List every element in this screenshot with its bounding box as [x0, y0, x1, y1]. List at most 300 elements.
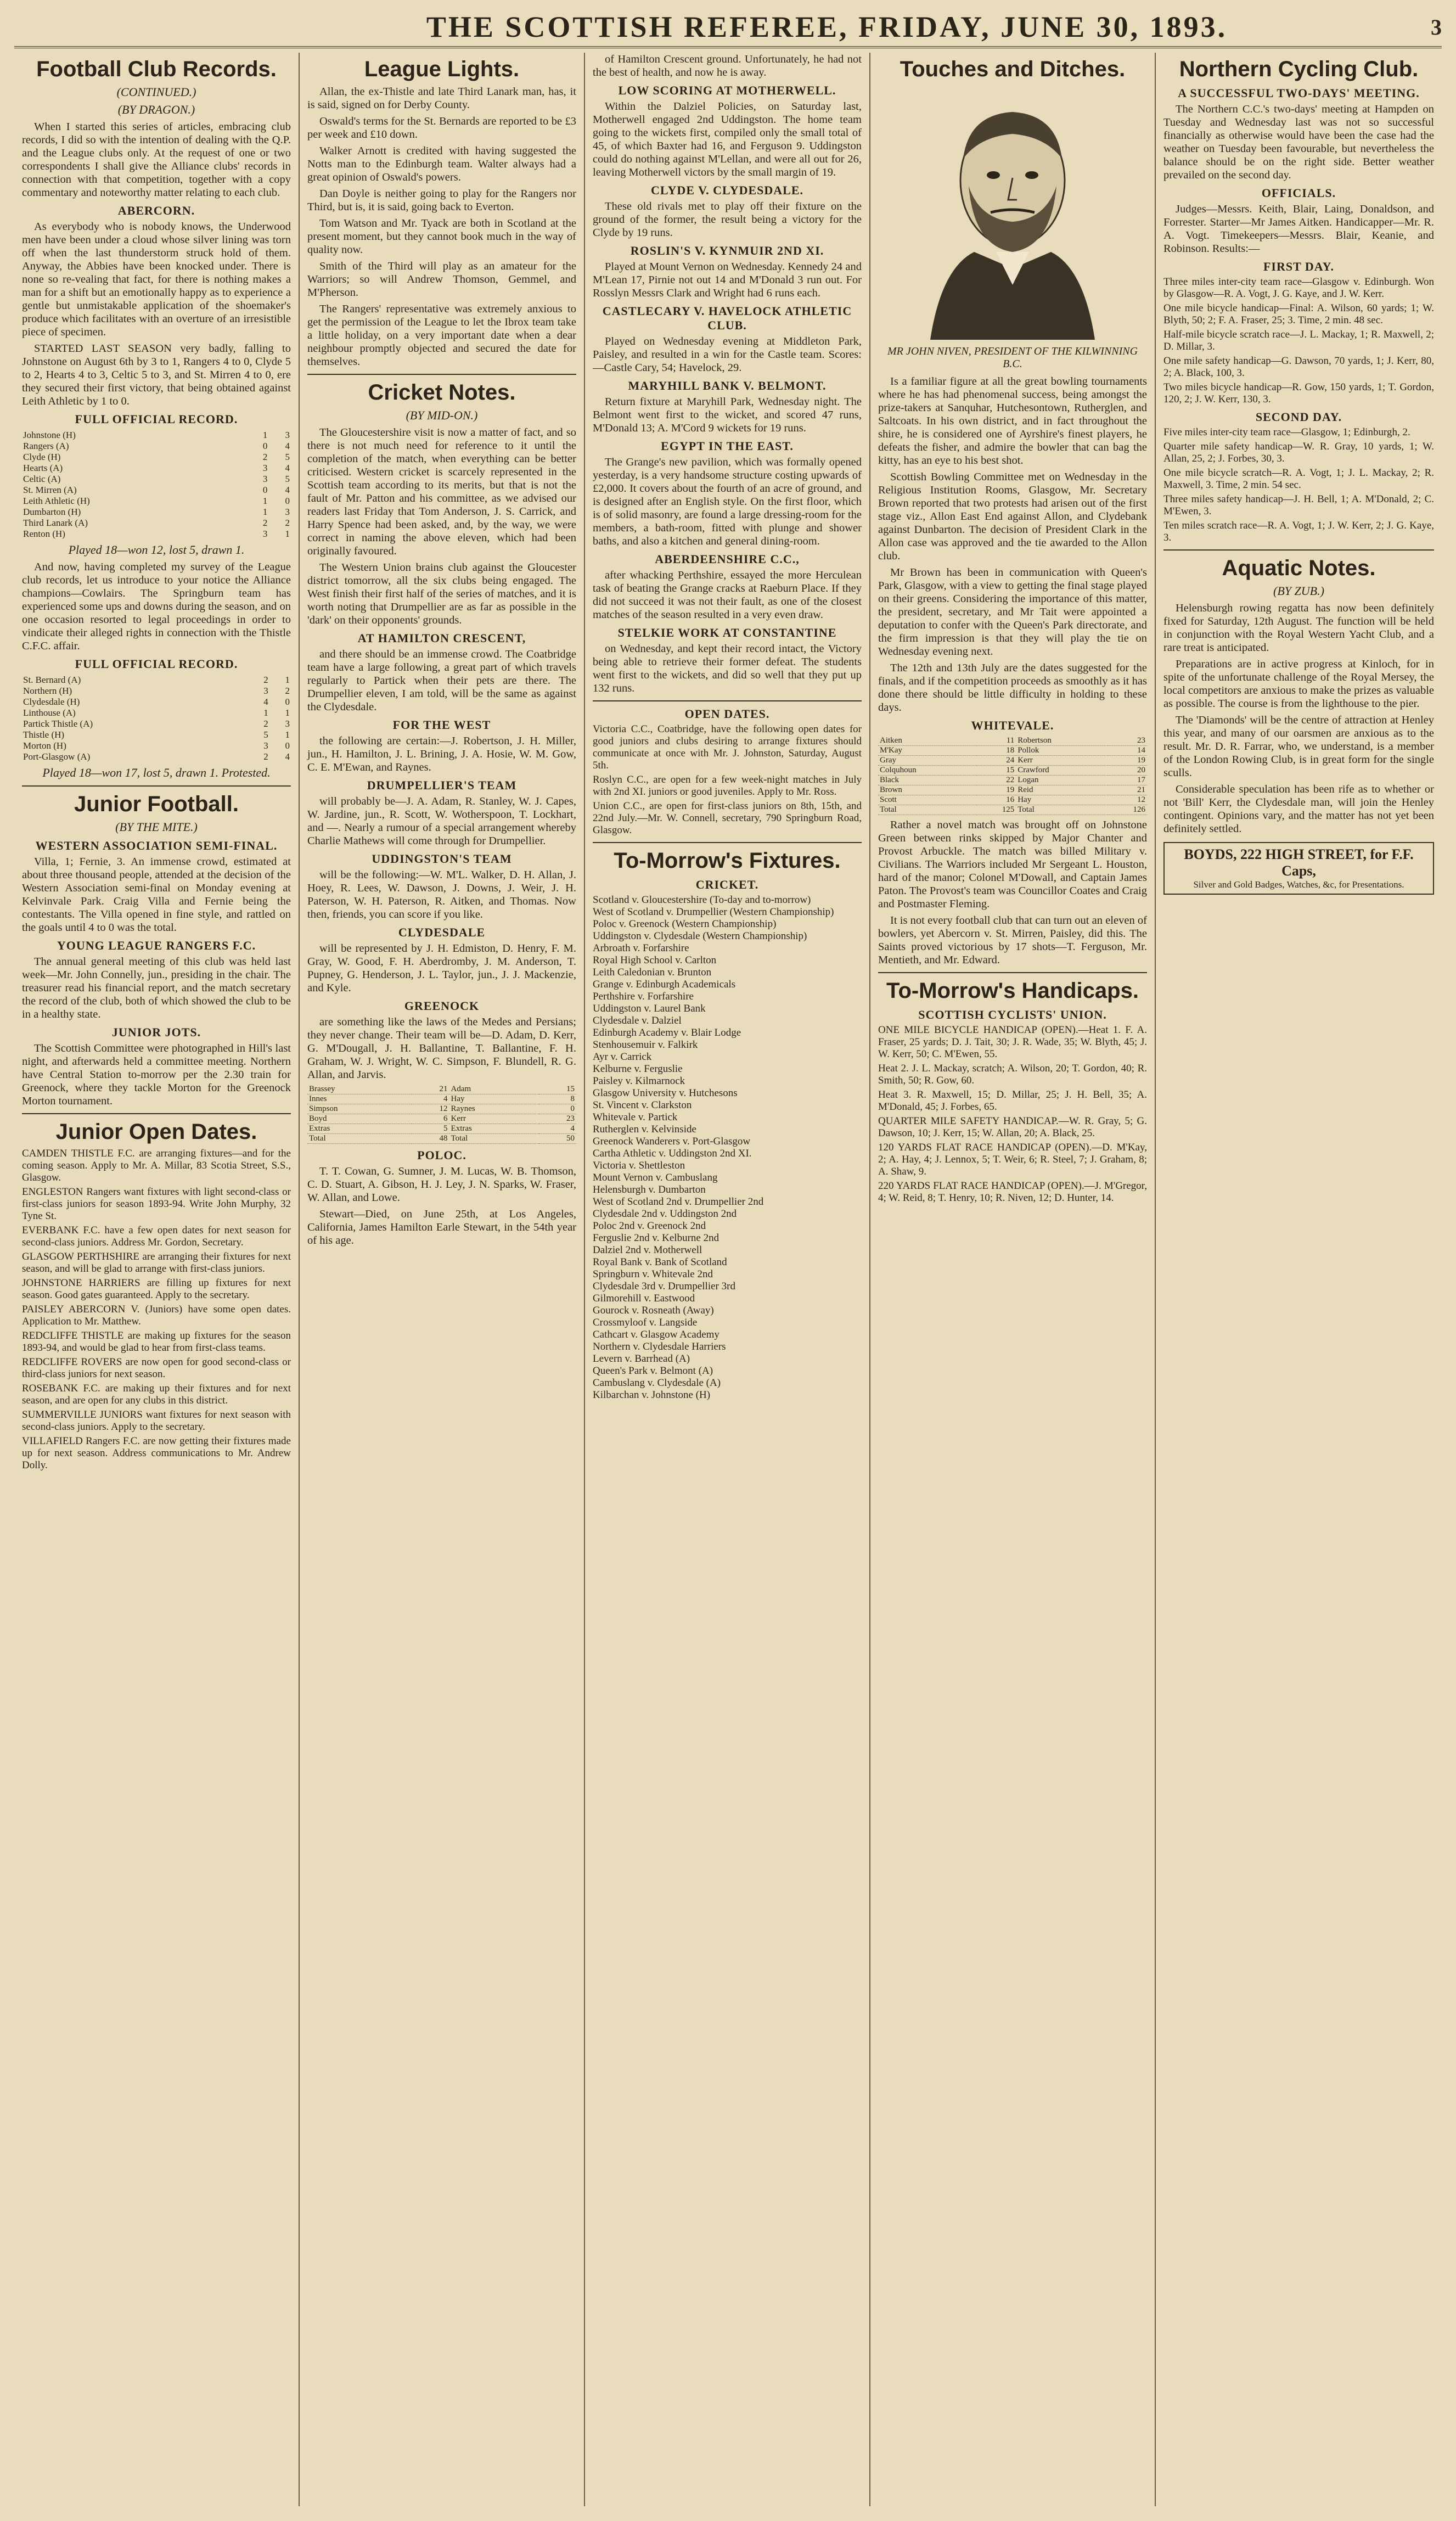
open-date-item: ROSEBANK F.C. are making up their fixtures and for next season, and are open for any clubs in this district.	[22, 1383, 291, 1406]
column-3	[585, 53, 870, 2506]
table-row	[22, 686, 291, 697]
table-cell: 15	[977, 766, 1016, 776]
open-date-item: GLASGOW PERTHSHIRE are arranging their fixtures for next season, and will be glad to arrange with first-class juniors.	[22, 1251, 291, 1274]
table-cell: 50	[539, 1134, 576, 1144]
subheading: WESTERN ASSOCIATION SEMI-FINAL.	[35, 839, 278, 852]
table-cell: Reid	[1016, 785, 1108, 795]
divider	[22, 785, 291, 787]
table-cell: Adam	[449, 1085, 539, 1094]
fixture-item: Springburn v. Whitevale 2nd	[593, 1268, 713, 1280]
handicap-item: ONE MILE BICYCLE HANDICAP (OPEN).—Heat 1. F. A. Fraser, 25 yards; D. J. Tait, 30; J. R. Wade, 35; W. Blyth, 45; J. W. Kerr, 50; C. M'Ewen, 55.	[878, 1024, 1147, 1060]
table-cell: 1	[262, 496, 268, 506]
open-date-item: Victoria C.C., Coatbridge, have the following open dates for good juniors and clubs desiring to arrange fixtures should communicate at once with Mr. J. Johnston, Saturday, August 5th.	[593, 723, 862, 771]
fixture-item: Glasgow University v. Hutchesons	[593, 1087, 738, 1099]
subheading: SCOTTISH CYCLISTS' UNION.	[918, 1008, 1107, 1021]
fixture-item: Cathcart v. Glasgow Academy	[593, 1329, 719, 1340]
subheading: DRUMPELLIER'S TEAM	[367, 778, 517, 792]
table-cell: 4	[539, 1124, 576, 1134]
article-paragraph: Preparations are in active progress at Kinloch, for in spite of the unfortunate challenge of the Royal Mersey, the local competitors are anxious to make the prizes as valuable as possible. The course is from the lighthouse to the pier.	[1163, 658, 1434, 710]
table-cell: 4	[412, 1094, 449, 1104]
table-cell: Black	[878, 776, 977, 785]
table-cell: 3	[262, 474, 268, 484]
fixture-item: Ayr v. Carrick	[593, 1051, 652, 1063]
open-date-item: ENGLESTON Rangers want fixtures with light second-class or first-class juniors for season 1893-94. Write John Murphy, 32 Tyne St.	[22, 1186, 291, 1222]
table-cell: 1	[262, 507, 268, 517]
subheading: ROSLIN'S V. KYNMUIR 2ND XI.	[630, 244, 824, 257]
fixture-item: Clydesdale 3rd v. Drumpellier 3rd	[593, 1281, 735, 1292]
boyds-advertisement	[1163, 842, 1434, 895]
subheading: A SUCCESSFUL TWO-DAYS' MEETING.	[1178, 86, 1420, 100]
article-paragraph: Mr Brown has been in communication with Queen's Park, Glasgow, with a view to getting the final stage played on their greens. Considering the importance of this matter, the president, secretary, and Mr Tait were appointed a deputation to confer with the Queen's Park directorate, and the firm impression is that they will play the tie on Wednesday evening next.	[878, 566, 1147, 658]
table-cell: Brassey	[307, 1085, 412, 1094]
subheading: EGYPT IN THE EAST.	[661, 439, 794, 453]
table-cell: Extras	[307, 1124, 412, 1134]
handicap-item: 120 YARDS FLAT RACE HANDICAP (OPEN).—D. M'Kay, 2; A. Hay, 4; J. Lennox, 5; T. Weir, 6; R. Steel, 7; J. Graham, 8; A. Shaw, 9.	[878, 1142, 1147, 1177]
fixture-item: Ferguslie 2nd v. Kelburne 2nd	[593, 1232, 719, 1244]
result-item: Two miles bicycle handicap—R. Gow, 150 yards, 1; T. Gordon, 120, 2; J. W. Kerr, 130, 3.	[1163, 381, 1434, 405]
article-paragraph: Played on Wednesday evening at Middleton Park, Paisley, and resulted in a win for the Castle team. Scores:—Castle Cary, 54; Havelock, 29.	[593, 335, 862, 374]
table-cell: Kerr	[1016, 756, 1108, 766]
fixture-item: Kelburne v. Ferguslie	[593, 1063, 683, 1075]
article-paragraph: The annual general meeting of this club was held last week—Mr. John Connelly, jun., presiding in the chair. The treasurer read his financial report, and the match secretary the record of the club, both of which showed the club to be in a healthy state.	[22, 956, 291, 1020]
aquatic-notes-heading: Aquatic Notes.	[1222, 556, 1376, 580]
result-item: Quarter mile safety handicap—W. R. Gray, 10 yards, 1; W. Allan, 25, 2; J. Forbes, 30, 3.	[1163, 441, 1434, 464]
subheading: YOUNG LEAGUE RANGERS F.C.	[57, 939, 256, 952]
table-cell: 5	[412, 1124, 449, 1134]
table-row	[307, 1094, 576, 1104]
fixture-item: West of Scotland v. Drumpellier (Western Championship)	[593, 906, 834, 918]
article-paragraph: The Grange's new pavilion, which was formally opened yesterday, is a very handsome structure costing upwards of £2,000. It covers about the fourth of an acre of ground, and is designed after an English style. On the first floor, which is of solid masonry, are found a large dressing-room for the members, a bath-room, fitted with plunge and shower baths, and also a kitchen and general dining-room.	[593, 456, 862, 547]
table-note: Played 18—won 17, lost 5, drawn 1. Protested.	[42, 766, 271, 779]
table-cell: 2	[263, 751, 268, 762]
table-cell: 14	[1108, 746, 1147, 756]
table-row	[22, 474, 291, 485]
table-row	[22, 697, 291, 708]
table-cell: 1	[263, 708, 268, 718]
table-cell: 4	[285, 751, 290, 762]
fixture-item: Levern v. Barrhead (A)	[593, 1353, 690, 1365]
handicap-item: Heat 3. R. Maxwell, 15; D. Millar, 25; J. H. Bell, 35; A. M'Donald, 45; J. Forbes, 65.	[878, 1089, 1147, 1113]
article-paragraph: Allan, the ex-Thistle and late Third Lanark man, has, it is said, signed on for Derby County.	[307, 86, 576, 111]
table-cell: Third Lanark (A)	[23, 518, 88, 528]
table-cell: 4	[285, 441, 290, 451]
column-2	[300, 53, 585, 2506]
table-row	[307, 1104, 576, 1114]
table-cell: Northern (H)	[23, 686, 72, 696]
table-cell: 0	[285, 697, 290, 707]
table-row	[307, 1124, 576, 1134]
table-cell: 11	[977, 736, 1016, 746]
subheading: CRICKET.	[695, 878, 759, 891]
table-row	[22, 718, 291, 729]
table-cell: St. Mirren (A)	[23, 485, 77, 495]
score-table-title: WHITEVALE.	[971, 718, 1054, 732]
article-paragraph: will probably be—J. A. Adam, R. Stanley, W. J. Capes, W. Jardine, jun., R. Scott, W. Wotherspoon, T. Lockhart, and —. Nearly a rumour of a special arrangement whereby Charlie Mathews will come through for Drumpellier.	[307, 795, 576, 847]
table-row	[878, 766, 1147, 776]
fixture-item: Paisley v. Kilmarnock	[593, 1075, 685, 1087]
table-cell: 1	[285, 529, 290, 539]
table-row	[22, 496, 291, 507]
table-cell: 4	[263, 697, 268, 707]
table-title: FULL OFFICIAL RECORD.	[75, 657, 238, 671]
fixture-item: Dalziel 2nd v. Motherwell	[593, 1244, 702, 1256]
touches-ditches-heading: Touches and Ditches.	[900, 57, 1126, 81]
fixture-item: Kilbarchan v. Johnstone (H)	[593, 1389, 711, 1401]
table-cell: Innes	[307, 1094, 412, 1104]
table-cell: 20	[1108, 766, 1147, 776]
article-paragraph: Within the Dalziel Policies, on Saturday last, Motherwell engaged 2nd Uddingston. The home team going to the wickets first, compiled only the small total of 45, of which Baxter had 16, and Ferguson 9. Uddingston could do nothing against M'Lellan, and were all out for 26, leaving Motherwell victors by the small margin of 19.	[593, 100, 862, 178]
handicaps-list	[878, 1024, 1147, 1204]
article-paragraph: As everybody who is nobody knows, the Underwood men have been under a cloud whose silver lining was torn off when the last thunderstorm struck hold of them. Anyway, the Abbies have been knocked under. There is none so re-vealing that fact, for there is nothing makes a man for a shift but an emotionally happy as to experience a gentle but unmistakable application of the shoemaker's produce which facilitates with an overture of an irresistible piece of specimen.	[22, 221, 291, 338]
table-cell: Morton (H)	[23, 740, 66, 751]
table-cell: 3	[285, 507, 290, 517]
fixture-item: Rutherglen v. Kelvinside	[593, 1124, 696, 1135]
article-paragraph: the following are certain:—J. Robertson, J. H. Miller, jun., H. Hamilton, J. L. Brining, J. A. Hosie, W. M. Gow, C. E. M'Ewan, and Raynes.	[307, 735, 576, 773]
open-date-item: JOHNSTONE HARRIERS are filling up fixtures for next season. Good gates guaranteed. Apply to the secretary.	[22, 1277, 291, 1301]
league-lights-heading: League Lights.	[364, 57, 520, 81]
table-cell: 18	[977, 746, 1016, 756]
table-cell: Extras	[449, 1124, 539, 1134]
table-row	[878, 776, 1147, 785]
football-records-heading: Football Club Records.	[36, 57, 277, 81]
byline: (BY THE MITE.)	[115, 820, 198, 834]
table-row	[878, 746, 1147, 756]
article-paragraph: Judges—Messrs. Keith, Blair, Laing, Donaldson, and Forrester. Starter—Mr James Aitken. Handicapper—Mr. R. A. Vogt. Timekeepers—Messrs. Blair, Keanie, and Robinson. Results:—	[1163, 203, 1434, 255]
fixture-item: Greenock Wanderers v. Port-Glasgow	[593, 1136, 751, 1147]
table-cell: Hearts (A)	[23, 463, 63, 473]
table-cell: Raynes	[449, 1104, 539, 1114]
table-cell: 2	[285, 686, 290, 696]
table-cell: 125	[977, 805, 1016, 815]
table-cell: 12	[412, 1104, 449, 1114]
divider	[307, 374, 576, 375]
fixture-item: Uddingston v. Laurel Bank	[593, 1003, 706, 1014]
table-cell: 3	[285, 718, 290, 729]
divider	[593, 842, 862, 843]
column-5	[1156, 53, 1442, 2506]
article-paragraph: Villa, 1; Fernie, 3. An immense crowd, estimated at about three thousand people, attended at the decision of the Western Association semi-final on Monday evening at Kelvinvale Park. Craig Villa and Fernie being the contestants. The Villa opened in fine style, and rattled on the goals until 4 to 0 was the total.	[22, 856, 291, 934]
table-cell: 21	[412, 1085, 449, 1094]
table-cell: 5	[285, 452, 290, 462]
table-cell: 126	[1108, 805, 1147, 815]
table-cell: 4	[285, 463, 290, 473]
table-cell: Total	[1016, 805, 1108, 815]
table-cell: Crawford	[1016, 766, 1108, 776]
fixture-item: Uddingston v. Clydesdale (Western Championship)	[593, 930, 807, 942]
table-row	[307, 1114, 576, 1124]
table-row	[22, 441, 291, 452]
table-cell: 2	[263, 675, 268, 685]
open-dates-list	[22, 1148, 291, 1472]
table-cell: 3	[262, 529, 268, 539]
table-cell: Port-Glasgow (A)	[23, 751, 91, 762]
second-day-results	[1163, 426, 1434, 544]
article-paragraph: and there should be an immense crowd. The Coatbridge team have a large following, a great part of which travels regularly to Partick when their pets are there. The Drumpellier eleven, I am told, will be the same as against the Clydesdale.	[307, 648, 576, 713]
divider	[22, 1113, 291, 1114]
article-paragraph: The Scottish Committee were photographed in Hill's last night, and afterwards held a committee meeting. Northern have Central Station to-morrow per the 2.30 train for Greenock, where they tackle Morton for the Greenock Morton tournament.	[22, 1042, 291, 1107]
table-row	[307, 1134, 576, 1144]
article-paragraph: The Rangers' representative was extremely anxious to get the permission of the League to let the Ibrox team take a little holiday, on a very important date when a dear neighbour promptly objected and secured the date for themselves.	[307, 303, 576, 368]
table-cell: 8	[539, 1094, 576, 1104]
fixture-item: Northern v. Clydesdale Harriers	[593, 1341, 726, 1352]
article-paragraph: Is a familiar figure at all the great bowling tournaments where he has had phenomenal success, being amongst the prize-takers at Sanquhar, Hutchesontown, Rutherglen, and Saltcoats. In his own district, and in fact throughout the shire, he is considered one of Ayrshire's finest players, he defeats the fisher, and admire the bowler that can bag the kitty, has an eye to his best shot.	[878, 375, 1147, 467]
table-cell: Linthouse (A)	[23, 708, 76, 718]
continued-note: (CONTINUED.)	[116, 85, 196, 99]
fixture-item: Queen's Park v. Belmont (A)	[593, 1365, 713, 1377]
result-item: Five miles inter-city team race—Glasgow, 1; Edinburgh, 2.	[1163, 426, 1410, 438]
cricket-notes-heading: Cricket Notes.	[368, 380, 516, 405]
table-cell: 3	[263, 686, 268, 696]
table-row	[22, 463, 291, 474]
column-1	[14, 53, 300, 2506]
table-cell: Brown	[878, 785, 977, 795]
columns	[14, 53, 1442, 2506]
article-paragraph: on Wednesday, and kept their record intact, the Victory being able to retrieve their former defeat. The students went first to the wickets, and did so well that they put up 132 runs.	[593, 643, 862, 694]
table-cell: Logan	[1016, 776, 1108, 785]
result-item: Half-mile bicycle scratch race—J. L. Mackay, 1; R. Maxwell, 2; D. Millar, 3.	[1163, 329, 1434, 352]
fixture-item: Cambuslang v. Clydesdale (A)	[593, 1377, 721, 1389]
table-cell: 3	[263, 740, 268, 751]
table-cell: Robertson	[1016, 736, 1108, 746]
table-cell: 5	[285, 474, 290, 484]
article-paragraph: STARTED LAST SEASON very badly, falling to Johnstone on August 6th by 3 to 1, Rangers 4 to 0, Clyde 5 to 2, Hearts 4 to 3, Celtic 5 to 3, and St. Mirren 4 to 0, ere they secured their first victory, that being obtained against Leith Athletic by 1 to 0.	[22, 343, 291, 407]
article-paragraph: Return fixture at Maryhill Park, Wednesday night. The Belmont went first to the wicket, and scored 47 runs, M'Donald 13; A. M'Cord 9 wickets for 19 runs.	[593, 396, 862, 434]
divider	[593, 700, 862, 701]
table-note: Played 18—won 12, lost 5, drawn 1.	[68, 543, 245, 557]
fixture-item: Arbroath v. Forfarshire	[593, 942, 689, 954]
fixture-item: Cartha Athletic v. Uddingston 2nd XI.	[593, 1148, 752, 1159]
article-paragraph: are something like the laws of the Medes and Persians; they never change. Their team will be—D. Adam, D. Kerr, G. M'Dougall, J. H. Ballantine, T. Ballantine, F. H. Graham, W. J. Wright, W. C. Simpson, F. Blundell, R. G. Allan, and Jarvis.	[307, 1016, 576, 1081]
article-paragraph: T. T. Cowan, G. Sumner, J. M. Lucas, W. B. Thomson, C. D. Stuart, A. Gibson, H. J. Ley, J. N. Sparks, W. Fraser, W. Allan, and Lowe.	[307, 1165, 576, 1204]
table-row	[22, 452, 291, 463]
open-date-item: REDCLIFFE THISTLE are making up fixtures for the season 1893-94, and would be glad to hear from first-class teams.	[22, 1330, 291, 1354]
subheading: FIRST DAY.	[1263, 260, 1335, 273]
table-cell: 22	[977, 776, 1016, 785]
table-cell: 5	[263, 729, 268, 740]
table-cell: St. Bernard (A)	[23, 675, 81, 685]
table-row	[307, 1085, 576, 1094]
cowlairs-record-table	[22, 675, 291, 762]
fixture-item: Poloc v. Greenock (Western Championship)	[593, 918, 777, 930]
table-cell: 24	[977, 756, 1016, 766]
table-cell: Kerr	[449, 1114, 539, 1124]
fixture-item: Grange v. Edinburgh Academicals	[593, 979, 736, 990]
table-cell: Gray	[878, 756, 977, 766]
table-row	[22, 708, 291, 718]
subheading: CLYDE V. CLYDESDALE.	[651, 183, 803, 197]
subheading: FOR THE WEST	[392, 718, 491, 732]
fixture-item: St. Vincent v. Clarkston	[593, 1099, 692, 1111]
subheading: ABERCORN.	[117, 204, 195, 217]
article-paragraph: Tom Watson and Mr. Tyack are both in Scotland at the present moment, but they cannot book much in the way of quality now.	[307, 217, 576, 256]
article-paragraph: Smith of the Third will play as an amateur for the Warriors; so will Andrew Thomson, Gemmel, and M'Pherson.	[307, 260, 576, 299]
subheading: POLOC.	[417, 1148, 466, 1162]
article-paragraph: The 'Diamonds' will be the centre of attraction at Henley this year, and many of our oarsmen are anxious as to the result. Mr. D. R. Farrar, who, we understand, is a member of the London Rowing Club, is in great form for the single sculls.	[1163, 714, 1434, 779]
open-date-item: CAMDEN THISTLE F.C. are arranging fixtures—and for the coming season. Apply to Mr. A. Millar, 83 Scotia Street, S.S., Glasgow.	[22, 1148, 291, 1183]
table-cell: Thistle (H)	[23, 729, 65, 740]
table-row	[22, 740, 291, 751]
subheading: MARYHILL BANK V. BELMONT.	[628, 379, 827, 392]
fixtures-heading: To-Morrow's Fixtures.	[614, 849, 841, 873]
table-cell: 1	[285, 729, 290, 740]
table-cell: 17	[1108, 776, 1147, 785]
article-paragraph: after whacking Perthshire, essayed the more Herculean task of beating the Grange cracks at Raeburn Place. If they did not succeed it was not their fault, as one of the closest matches of the season resulted in a very even draw.	[593, 569, 862, 621]
table-cell: 4	[285, 485, 290, 495]
article-paragraph: Oswald's terms for the St. Bernards are reported to be £3 per week and £10 down.	[307, 115, 576, 141]
table-row	[22, 729, 291, 740]
table-cell: 21	[1108, 785, 1147, 795]
fixture-item: Clydesdale v. Dalziel	[593, 1015, 682, 1026]
table-cell: Dumbarton (H)	[23, 507, 81, 517]
table-cell: Celtic (A)	[23, 474, 61, 484]
table-title: FULL OFFICIAL RECORD.	[75, 412, 238, 426]
table-cell: Pollok	[1016, 746, 1108, 756]
table-cell: Hay	[1016, 795, 1108, 805]
table-cell: 2	[285, 518, 290, 528]
table-row	[22, 507, 291, 518]
table-cell: 1	[285, 708, 290, 718]
fixture-item: Stenhousemuir v. Falkirk	[593, 1039, 698, 1051]
fixture-item: Scotland v. Gloucestershire (To-day and to-morrow)	[593, 894, 811, 906]
table-row	[878, 756, 1147, 766]
article-paragraph: When I started this series of articles, embracing club records, I did so with the intention of dealing with the Q.P. and the League clubs only. At the request of one or two correspondents I shall give the Alliance clubs' records in connection with that competition, together with a copy commentary and noteworthy matter relating to each club.	[22, 121, 291, 199]
open-date-item: SUMMERVILLE JUNIORS want fixtures for next season with second-class juniors. Apply to the secretary.	[22, 1409, 291, 1433]
table-row	[22, 529, 291, 540]
article-paragraph: The Northern C.C.'s two-days' meeting at Hampden on Tuesday and Wednesday last was not so successful financially as otherwise would have been the case had the weather on Tuesday been favourable, but nevertheless the balance should be on the right side. Better weather prevailed on the second day.	[1163, 103, 1434, 181]
result-item: One mile bicycle scratch—R. A. Vogt, 1; J. L. Mackay, 2; R. Maxwell, 3. Time, 2 min. 54 sec.	[1163, 467, 1434, 491]
portrait-caption: MR JOHN NIVEN, PRESIDENT OF THE KILWINNING B.C.	[887, 345, 1138, 370]
table-cell: 2	[262, 452, 268, 462]
fixture-item: Victoria v. Shettleston	[593, 1160, 685, 1171]
fixture-item: Perthshire v. Forfarshire	[593, 991, 694, 1002]
open-date-item: EVERBANK F.C. have a few open dates for next season for second-class juniors. Address Mr. Gordon, Secretary.	[22, 1225, 291, 1248]
fixture-item: Edinburgh Academy v. Blair Lodge	[593, 1027, 741, 1038]
result-item: Three miles inter-city team race—Glasgow v. Edinburgh. Won by Glasgow—R. A. Vogt, J. G. Kaye, and J. W. Kerr.	[1163, 276, 1434, 300]
article-paragraph: of Hamilton Crescent ground. Unfortunately, he had not the best of health, and now he is away.	[593, 53, 862, 78]
table-cell: Clyde (H)	[23, 452, 61, 462]
table-cell: Rangers (A)	[23, 441, 69, 451]
handicaps-heading: To-Morrow's Handicaps.	[886, 979, 1139, 1003]
table-cell: 23	[1108, 736, 1147, 746]
table-cell: Total	[878, 805, 977, 815]
article-paragraph: Rather a novel match was brought off on Johnstone Green between rinks skipped by Major Chanter and Provost Arbuckle. The match was billed Military v. Civilians. The Warriors included Mr Sergeant L. Houston, hard of the manor; Colonel M'Dowall, and Captain James Paton. The Provost's team was Councillor Coates and Craig and Postmaster Fleming.	[878, 819, 1147, 910]
article-paragraph: will be represented by J. H. Edmiston, D. Henry, F. M. Gray, W. Good, F. H. Aberdromby, J. M. Anderson, T. Pupney, G. Henderson, J. L. Taylor, jun., J. J. Mackenzie, and Kyle.	[307, 942, 576, 994]
byline: (BY DRAGON.)	[117, 103, 195, 116]
ad-small-text: Silver and Gold Badges, Watches, &c, for Presentations.	[1193, 879, 1404, 890]
table-cell: 0	[285, 496, 290, 506]
table-cell: Total	[307, 1134, 412, 1144]
subheading: UDDINGSTON'S TEAM	[372, 852, 512, 866]
result-item: One mile safety handicap—G. Dawson, 70 yards, 1; J. Kerr, 80, 2; A. Black, 100, 3.	[1163, 355, 1434, 379]
subheading: JUNIOR JOTS.	[111, 1025, 201, 1039]
subheading: ABERDEENSHIRE C.C.,	[655, 552, 800, 566]
fixture-item: Clydesdale 2nd v. Uddingston 2nd	[593, 1208, 737, 1220]
subheading: AT HAMILTON CRESCENT,	[357, 631, 526, 645]
table-cell: 15	[539, 1085, 576, 1094]
masthead	[14, 8, 1442, 48]
table-row	[22, 485, 291, 496]
junior-open-dates-heading: Junior Open Dates.	[55, 1120, 257, 1144]
subheading: SECOND DAY.	[1255, 410, 1342, 424]
result-item: Ten miles scratch race—R. A. Vogt, 1; J. W. Kerr, 2; J. G. Kaye, 3.	[1163, 520, 1434, 543]
fixture-item: Helensburgh v. Dumbarton	[593, 1184, 706, 1195]
cricket-score-table	[307, 1085, 576, 1144]
table-cell: Colquhoun	[878, 766, 977, 776]
table-row	[22, 430, 291, 441]
fixture-item: Mount Vernon v. Cambuslang	[593, 1172, 718, 1183]
table-row	[22, 518, 291, 529]
fixture-item: Royal Bank v. Bank of Scotland	[593, 1256, 727, 1268]
table-row	[878, 805, 1147, 815]
subheading: LOW SCORING AT MOTHERWELL.	[618, 83, 836, 97]
table-row	[878, 795, 1147, 805]
table-cell: Aitken	[878, 736, 977, 746]
table-cell: Johnstone (H)	[23, 430, 76, 440]
handicap-item: Heat 2. J. L. Mackay, scratch; A. Wilson, 20; T. Gordon, 40; R. Smith, 50; R. Gow, 60.	[878, 1063, 1147, 1086]
table-cell: Clydesdale (H)	[23, 697, 80, 707]
handicap-item: 220 YARDS FLAT RACE HANDICAP (OPEN).—J. M'Gregor, 4; W. Reid, 8; T. Henry, 10; R. Niven, 12; D. Hunter, 14.	[878, 1180, 1147, 1204]
ad-text: BOYDS, 222 HIGH STREET, for F.F. Caps,	[1184, 846, 1414, 879]
fixture-item: West of Scotland 2nd v. Drumpellier 2nd	[593, 1196, 764, 1208]
divider	[1163, 549, 1434, 551]
article-paragraph: Played at Mount Vernon on Wednesday. Kennedy 24 and M'Lean 17, Pirnie not out 14 and M'Donald 3 run out. For Rosslyn Messrs Clark and Wright had 6 runs each.	[593, 261, 862, 299]
fixtures-list	[593, 894, 862, 1401]
article-paragraph: Considerable speculation has been rife as to whether or not 'Bill' Kerr, the Clydesdale man, will join the Henley contingent. Opinions vary, and the matter has not yet been definitely settled.	[1163, 783, 1434, 835]
subheading: CLYDESDALE	[398, 925, 486, 939]
article-paragraph: And now, having completed my survey of the League club records, let us introduce to your notice the Alliance champions—Cowlairs. The Springburn team has experienced some ups and downs during the season, and on one occasion resorted to legal proceedings in order to vindicate their alleged rights in connection with the Thistle C.F.C. affair.	[22, 561, 291, 652]
first-day-results	[1163, 276, 1434, 406]
byline: (BY MID-ON.)	[406, 408, 478, 422]
divider	[878, 972, 1147, 973]
table-cell: 3	[285, 430, 290, 440]
column-4	[870, 53, 1156, 2506]
open-date-item: PAISLEY ABERCORN V. (Juniors) have some open dates. Application to Mr. Matthew.	[22, 1304, 291, 1327]
john-niven-portrait	[908, 87, 1117, 340]
table-cell: 0	[262, 441, 268, 451]
open-date-item: Roslyn C.C., are open for a few week-night matches in July with 2nd XI. juniors or good juveniles. Apply to Mr. Ross.	[593, 774, 862, 798]
article-paragraph: These old rivals met to play off their fixture on the ground of the former, the result being a victory for the Clyde by 19 runs.	[593, 200, 862, 239]
handicap-item: QUARTER MILE SAFETY HANDICAP.—W. R. Gray, 5; G. Dawson, 10; J. Kerr, 15; W. Allan, 20; A. Black, 25.	[878, 1115, 1147, 1139]
table-cell: M'Kay	[878, 746, 977, 756]
table-cell: 0	[262, 485, 268, 495]
article-paragraph: Helensburgh rowing regatta has now been definitely fixed for Saturday, 12th August. The function will be held in conjunction with the Royal Western Yacht Club, and a rare treat is anticipated.	[1163, 602, 1434, 654]
newspaper-title: THE SCOTTISH REFEREE, FRIDAY, JUNE 30, 1893.	[426, 10, 1228, 43]
table-cell: 6	[412, 1114, 449, 1124]
table-cell: 0	[539, 1104, 576, 1114]
table-cell: 16	[977, 795, 1016, 805]
fixture-item: Royal High School v. Carlton	[593, 955, 717, 966]
open-dates-heading: OPEN DATES.	[684, 707, 770, 721]
table-cell: Renton (H)	[23, 529, 65, 539]
article-paragraph: The 12th and 13th July are the dates suggested for the finals, and if the competition proceeds as smoothly as it has done there should be little difficulty in holding to these days.	[878, 662, 1147, 714]
fixture-item: Gilmorehill v. Eastwood	[593, 1293, 695, 1304]
table-cell: Boyd	[307, 1114, 412, 1124]
table-cell: 48	[412, 1134, 449, 1144]
table-row	[22, 675, 291, 686]
subheading: STELKIE WORK AT CONSTANTINE	[617, 626, 837, 639]
open-date-item: Union C.C., are open for first-class juniors on 8th, 15th, and 22nd July.—Mr. W. Connell, secretary, 790 Springburn Road, Glasgow.	[593, 800, 862, 836]
table-cell: Total	[449, 1134, 539, 1144]
table-cell: Simpson	[307, 1104, 412, 1114]
fixture-item: Leith Caledonian v. Brunton	[593, 967, 712, 978]
subheading: CASTLECARY V. HAVELOCK ATHLETIC CLUB.	[602, 304, 852, 332]
table-cell: 19	[977, 785, 1016, 795]
article-paragraph: The Gloucestershire visit is now a matter of fact, and so there is not much need for reference to it until the completion of the match, when everything can be better criticised. Western cricket is scarcely represented in the Scottish team according to its merits, but that is not the fault of Mr. Patton and his committee, as we advised our readers last Friday that Tom Anderson, J. S. Carrick, and Harry Spence had been asked, and, by the way, we were correct in naming the above eleven, which had been originally favoured.	[307, 426, 576, 557]
table-cell: 23	[539, 1114, 576, 1124]
subheading: GREENOCK	[404, 999, 480, 1013]
fixture-item: Crossmyloof v. Langside	[593, 1317, 698, 1328]
byline: (BY ZUB.)	[1273, 584, 1324, 598]
